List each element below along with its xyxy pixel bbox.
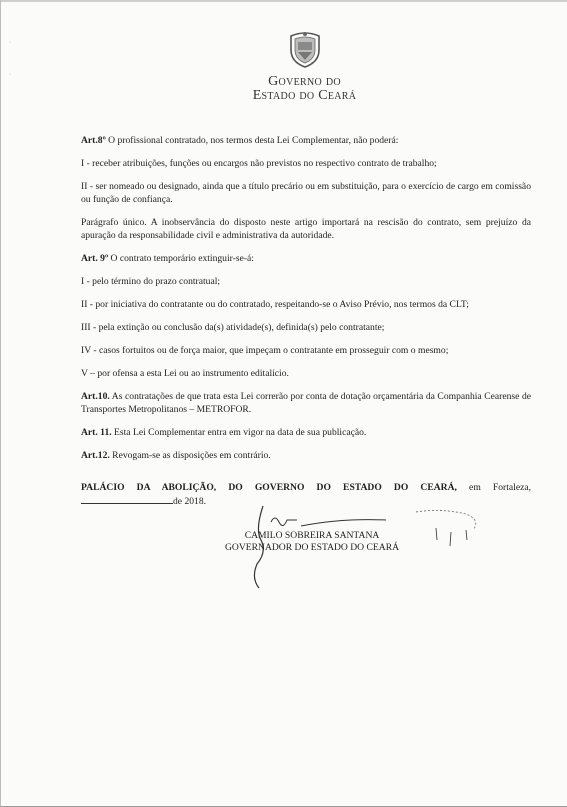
- article-label: Art.8º: [81, 135, 106, 146]
- article-paragraph: [81, 321, 531, 334]
- closing-palacio: [81, 481, 531, 494]
- article-text: II - por iniciativa do contratante ou do contratado, respeitando-se o Aviso Prévio, nos termos da CLT;: [81, 299, 469, 310]
- article-text: Parágrafo único. A inobservância do disposto neste artigo importará na rescisão do contrato, sem prejuízo da apuração da responsabilidade civil e administrativa da autoridade.: [81, 217, 531, 241]
- article-text: I - receber atribuições, funções ou encargos não previstos no respectivo contrato de trabalho;: [81, 158, 437, 169]
- article-paragraph: [81, 157, 531, 170]
- article-text: As contratações de que trata esta Lei correrão por conta de dotação orçamentária da Companhia Cearense de Transportes Metropolitanos – METROFOR.: [81, 391, 531, 415]
- article-paragraph: [81, 298, 531, 311]
- article-paragraph: [81, 180, 531, 206]
- article-label: Art.10.: [81, 391, 110, 402]
- scan-edge: [1, 0, 567, 2]
- closing-city: em Fortaleza,: [456, 482, 531, 493]
- article-paragraph: [81, 449, 531, 462]
- article-text: V – por ofensa a esta Lei ou ao instrumento editalício.: [81, 368, 289, 379]
- signer-title: GOVERNADOR DO ESTADO DO CEARÁ: [224, 542, 400, 553]
- article-text: II - ser nomeado ou designado, ainda que a título precário ou em substituição, para o exercício de cargo em comissão ou função de confiança.: [81, 181, 531, 205]
- scan-speck: ·: [9, 40, 11, 46]
- article-paragraph: [81, 275, 531, 288]
- article-text: III - pela extinção ou conclusão da(s) atividade(s), definida(s) pelo contratante;: [81, 322, 385, 333]
- article-text: IV - casos fortuitos ou de força maior, que impeçam o contratante em prosseguir com o mesmo;: [81, 345, 449, 356]
- closing-date: [81, 494, 206, 507]
- date-blank: [81, 494, 173, 504]
- article-paragraph: [81, 252, 531, 265]
- article-label: Art. 9º: [81, 253, 109, 264]
- article-paragraph: [81, 390, 531, 416]
- signer-name: CAMILO SOBREIRA SANTANA: [244, 530, 380, 541]
- header-estado: Estado do Ceará: [252, 88, 357, 103]
- header-governo: Governo do: [268, 74, 341, 89]
- palacio-label: PALÁCIO DA ABOLIÇÃO, DO GOVERNO DO ESTADO DO CEARÁ,: [81, 482, 457, 493]
- article-paragraph: [81, 426, 531, 439]
- article-paragraph: [81, 216, 531, 242]
- article-paragraph: [81, 367, 531, 380]
- scan-speck: ·: [9, 72, 11, 78]
- article-label: Art. 11.: [81, 427, 112, 438]
- article-paragraph: [81, 134, 531, 147]
- article-text: Esta Lei Complementar entra em vigor na data de sua publicação.: [111, 427, 367, 438]
- article-text: O contrato temporário extinguir-se-á:: [108, 253, 254, 264]
- state-coat-of-arms-icon: [287, 30, 323, 68]
- date-suffix: de 2018.: [173, 496, 207, 507]
- article-paragraph: [81, 344, 531, 357]
- article-text: O profissional contratado, nos termos desta Lei Complementar, não poderá:: [105, 135, 399, 146]
- article-label: Art.12.: [81, 450, 110, 461]
- article-text: Revogam-se as disposições em contrário.: [109, 450, 271, 461]
- article-text: I - pelo término do prazo contratual;: [81, 276, 221, 287]
- law-articles: [81, 134, 531, 472]
